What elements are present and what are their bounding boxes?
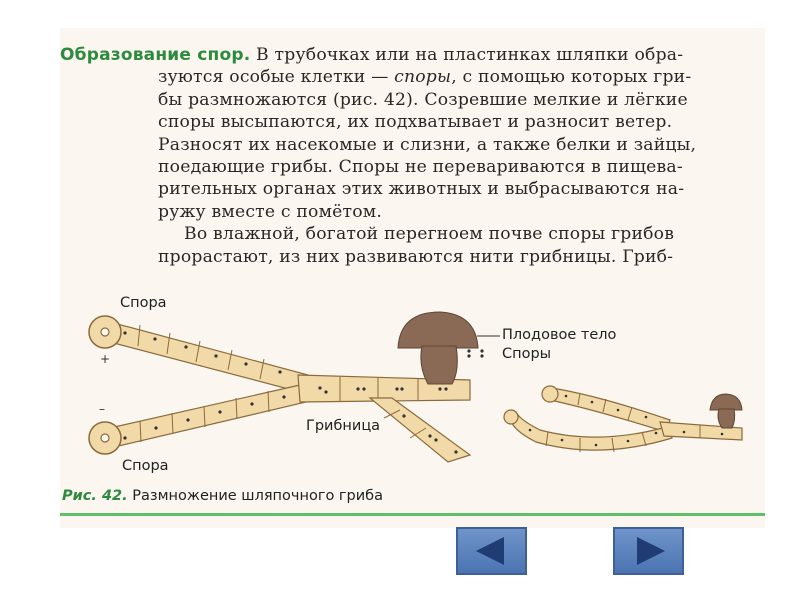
caption-divider (60, 513, 765, 516)
section-heading: Образование спор. (60, 45, 251, 65)
text-run: , с помощью которых гри- (451, 67, 692, 88)
text-line: поедающие грибы. Споры не перевариваются в пищева- (158, 157, 683, 178)
text-line: ружу вместе с помётом. (158, 201, 383, 222)
text-line: рительных органах этих животных и выбрасываются на- (158, 179, 685, 200)
text-line: прорастают, из них развиваются нити грибницы. Гриб- (158, 246, 674, 267)
text-line: бы размножаются (рис. 42). Созревшие мелкие и лёгкие (158, 89, 688, 110)
label-spores: Споры (502, 346, 552, 362)
caption-text: Размножение шляпочного гриба (127, 488, 383, 504)
label-spore-top: Спора (120, 295, 167, 311)
spore-right-bottom (504, 410, 518, 424)
emphasis-term: споры (394, 67, 452, 88)
triangle-left-icon (458, 529, 525, 573)
hypha-right-upper (550, 388, 670, 432)
label-plus: + (100, 352, 111, 366)
fruit-body-small (710, 394, 742, 428)
text-run: В трубочках или на пластинках шляпки обра- (250, 45, 684, 65)
spore-symbols (467, 349, 483, 357)
label-minus: – (99, 402, 105, 416)
text-run: зуются особые клетки — (158, 67, 395, 88)
label-fruit-body: Плодовое тело (502, 327, 617, 343)
hypha-upper (110, 322, 308, 392)
text-line: Разносят их насекомые и слизни, а также белки и зайцы, (158, 134, 697, 155)
spore-bottom (89, 422, 121, 454)
label-spore-bottom: Спора (122, 458, 169, 474)
prev-button[interactable] (456, 527, 527, 575)
text-line: Во влажной, богатой перегноем почве споры грибов (184, 224, 675, 245)
spore-right-top (542, 386, 558, 402)
triangle-right-icon (615, 529, 682, 573)
spore-top (89, 316, 121, 348)
figure-caption (62, 488, 383, 504)
fruit-body-large (398, 312, 478, 384)
label-mycelium: Грибница (306, 418, 381, 434)
text-line: споры высыпаются, их подхватывает и разносит ветер. (158, 112, 673, 133)
figure-number: Рис. 42. (62, 488, 128, 504)
next-button[interactable] (613, 527, 684, 575)
hypha-lower (110, 385, 306, 448)
